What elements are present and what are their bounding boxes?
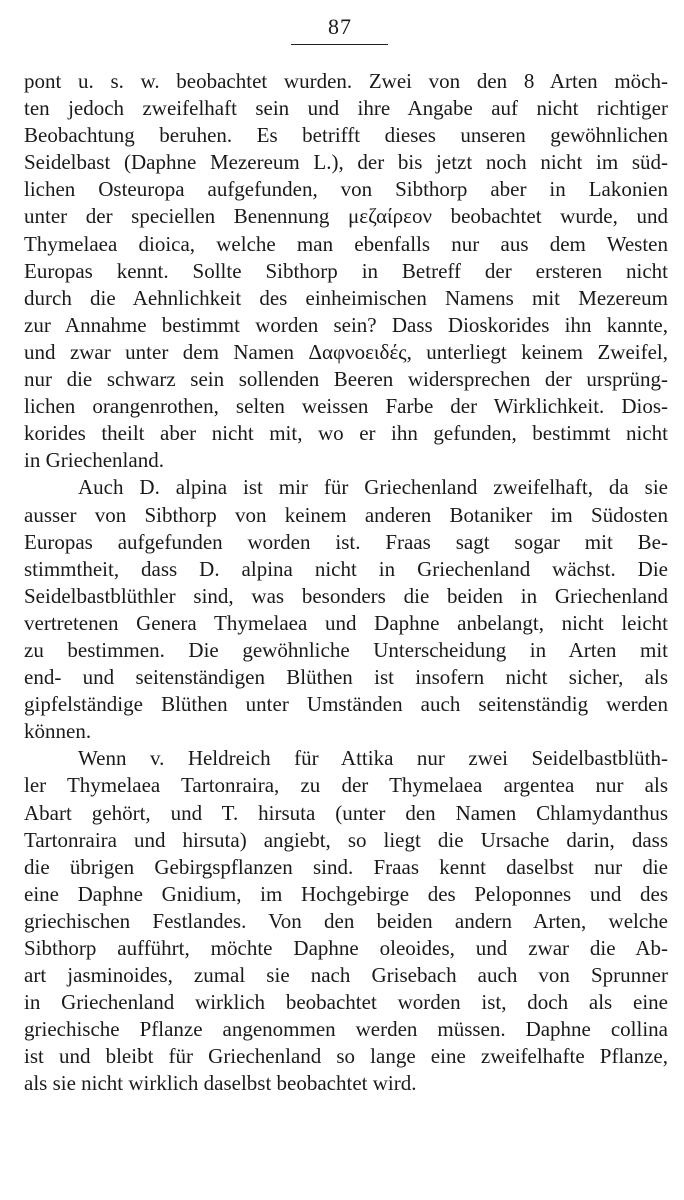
paragraph: [24, 68, 668, 474]
text-line: zu bestimmen. Die gewöhnliche Unterscheidung in Arten mit: [24, 637, 668, 662]
text-line: Thymelaea dioica, welche man ebenfalls nur aus dem Westen: [24, 231, 668, 256]
text-line: Europas aufgefunden worden ist. Fraas sagt sogar mit Be-: [24, 529, 668, 554]
page-number: 87: [328, 14, 352, 39]
text-line: pont u. s. w. beobachtet wurden. Zwei von den 8 Arten möch-: [24, 69, 668, 93]
text-line: gipfelständige Blüthen unter Umständen auch seitenständig werden: [24, 692, 668, 717]
text-line: Seidelbast (Daphne Mezereum L.), der bis jetzt noch nicht im süd-: [24, 150, 668, 175]
text-line: unter der speciellen Benennung μεζαίρεον beobachtet wurde, und: [24, 204, 668, 229]
text-line: lichen orangenrothen, selten weissen Farbe der Wirklichkeit. Dios-: [24, 394, 668, 419]
text-line: stimmtheit, dass D. alpina nicht in Griechenland wächst. Die: [24, 556, 668, 581]
text-line: durch die Aehnlichkeit des einheimischen Namens mit Mezereum: [24, 285, 668, 310]
text-line: korides theilt aber nicht mit, wo er ihn gefunden, bestimmt nicht: [24, 421, 668, 446]
text-line: griechischen Festlandes. Von den beiden andern Arten, welche: [24, 908, 668, 933]
text-line: eine Daphne Gnidium, im Hochgebirge des Peloponnes und des: [24, 881, 668, 906]
paragraph: [24, 474, 668, 745]
text-line: end- und seitenständigen Blüthen ist insofern nicht sicher, als: [24, 665, 668, 690]
text-line: Auch D. alpina ist mir für Griechenland zweifelhaft, da sie: [78, 475, 668, 500]
text-line: die übrigen Gebirgspflanzen sind. Fraas kennt daselbst nur die: [24, 854, 668, 879]
text-line: griechische Pflanze angenommen werden müssen. Daphne collina: [24, 1017, 668, 1042]
text-line: ten jedoch zweifelhaft sein und ihre Angabe auf nicht richtiger: [24, 96, 668, 121]
text-line: Abart gehört, und T. hirsuta (unter den Namen Chlamydanthus: [24, 800, 668, 825]
text-line: Beobachtung beruhen. Es betrifft dieses unseren gewöhnlichen: [24, 123, 668, 148]
text-line: zur Annahme bestimmt worden sein? Dass Dioskorides ihn kannte,: [24, 312, 668, 337]
text-line: Tartonraira und hirsuta) angiebt, so liegt die Ursache darin, dass: [24, 827, 668, 852]
text-line: Wenn v. Heldreich für Attika nur zwei Seidelbastblüth-: [78, 746, 668, 771]
paragraph: [24, 745, 668, 1097]
header-rule: [291, 44, 388, 45]
text-line: und zwar unter dem Namen Δαφνοειδές, unterliegt keinem Zweifel,: [24, 339, 668, 364]
text-line: vertretenen Genera Thymelaea und Daphne anbelangt, nicht leicht: [24, 610, 668, 635]
text-line: lichen Osteuropa aufgefunden, von Sibthorp aber in Lakonien: [24, 177, 668, 202]
text-line: in Griechenland.: [24, 448, 164, 473]
text-line: ist und bleibt für Griechenland so lange eine zweifelhafte Pflanze,: [24, 1044, 668, 1069]
text-line: ausser von Sibthorp von keinem anderen Botaniker im Südosten: [24, 502, 668, 527]
text-line: Sibthorp aufführt, möchte Daphne oleoides, und zwar die Ab-: [24, 936, 668, 960]
text-line: art jasminoides, zumal sie nach Grisebach auch von Sprunner: [24, 963, 668, 988]
text-line: als sie nicht wirklich daselbst beobachtet wird.: [24, 1071, 417, 1096]
text-line: nur die schwarz sein sollenden Beeren widersprechen der ursprüng-: [24, 367, 668, 392]
body-text: [24, 68, 668, 1098]
text-line: in Griechenland wirklich beobachtet worden ist, doch als eine: [24, 990, 668, 1015]
text-line: Europas kennt. Sollte Sibthorp in Betreff der ersteren nicht: [24, 258, 668, 283]
text-line: Seidelbastblüthler sind, was besonders die beiden in Griechenland: [24, 583, 668, 608]
text-line: ler Thymelaea Tartonraira, zu der Thymelaea argentea nur als: [24, 773, 668, 798]
text-line: können.: [24, 719, 92, 744]
